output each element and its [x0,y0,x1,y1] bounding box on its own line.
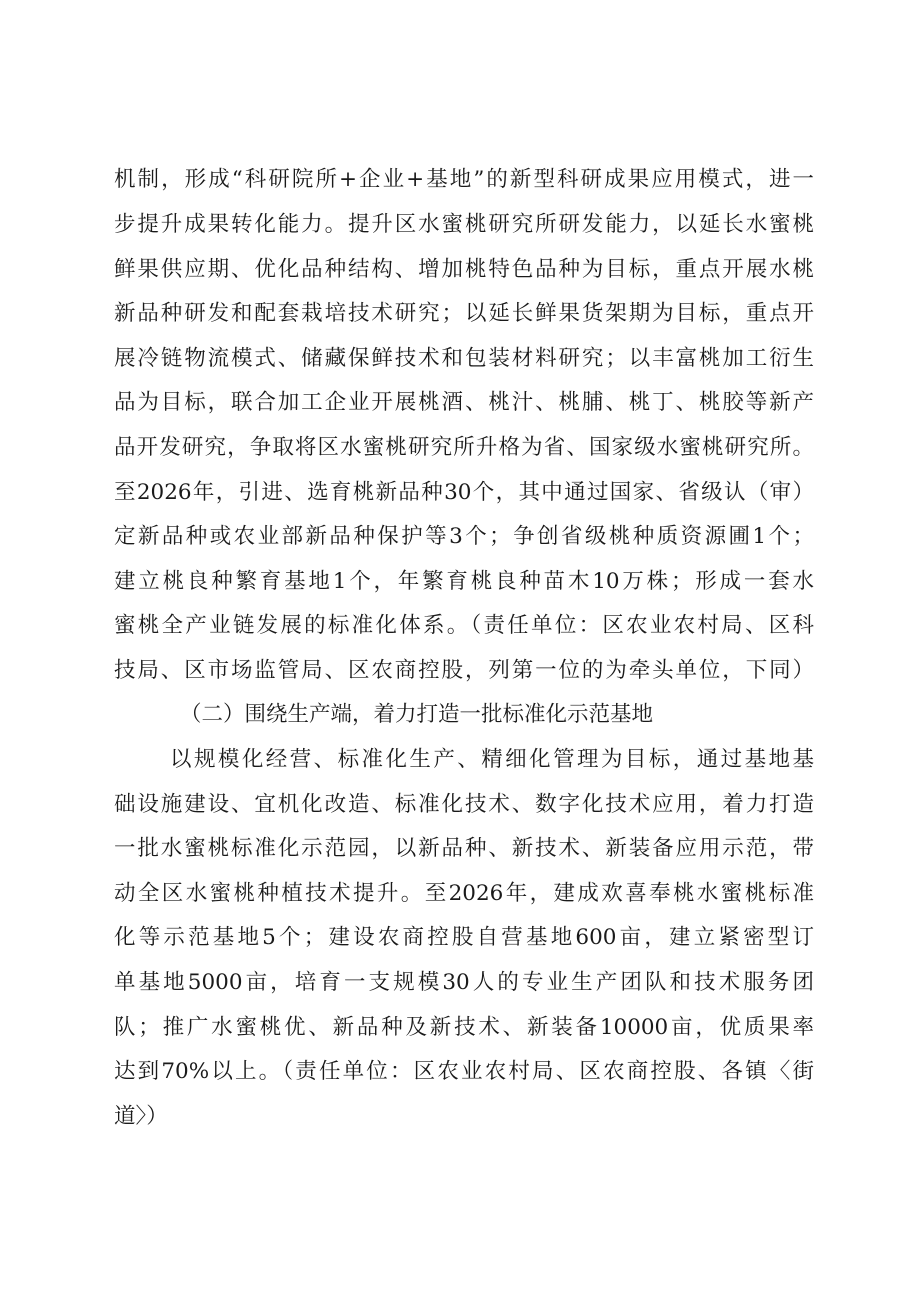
section-heading: （二）围绕生产端，着力打造一批标准化示范基地 [180,702,654,727]
paragraph-line: 新品种研发和配套栽培技术研究；以延长鲜果货架期为目标，重点开 [114,301,814,326]
paragraph-line: 品为目标，联合加工企业开展桃酒、桃汁、桃脯、桃丁、桃胶等新产 [114,390,814,415]
paragraph-line: 动全区水蜜桃种植技术提升。至2026年，建成欢喜奉桃水蜜桃标准 [114,881,814,906]
paragraph-line: 至2026年，引进、选育桃新品种30个，其中通过国家、省级认（审） [114,480,814,505]
paragraph-line: 展冷链物流模式、储藏保鲜技术和包装材料研究；以丰富桃加工衍生 [114,346,814,371]
paragraph-line: 达到70%以上。（责任单位：区农业农村局、区农商控股、各镇〈街 [114,1059,814,1084]
paragraph-line: 以规模化经营、标准化生产、精细化管理为目标，通过基地基 [170,747,814,772]
paragraph-line: 品开发研究，争取将区水蜜桃研究所升格为省、国家级水蜜桃研究所。 [114,435,814,460]
paragraph-line: 蜜桃全产业链发展的标准化体系。（责任单位：区农业农村局、区科 [114,613,814,638]
paragraph-line: 道〉） [114,1104,168,1129]
paragraph-line: 单基地5000亩，培育一支规模30人的专业生产团队和技术服务团 [114,970,814,995]
paragraph-line: 化等示范基地5个；建设农商控股自营基地600亩，建立紧密型订 [114,925,814,950]
paragraph-line: 建立桃良种繁育基地1个，年繁育桃良种苗木10万株；形成一套水 [114,569,814,594]
paragraph-line: 机制，形成“科研院所+企业+基地”的新型科研成果应用模式，进一 [114,167,814,192]
paragraph-line: 技局、区市场监管局、区农商控股，列第一位的为牵头单位，下同） [114,658,814,683]
paragraph-line: 一批水蜜桃标准化示范园，以新品种、新技术、新装备应用示范，带 [114,836,814,861]
paragraph-line: 队；推广水蜜桃优、新品种及新技术、新装备10000亩，优质果率 [114,1015,814,1040]
paragraph-line: 定新品种或农业部新品种保护等3个；争创省级桃种质资源圃1个； [114,524,814,549]
paragraph-line: 础设施建设、宜机化改造、标准化技术、数字化技术应用，着力打造 [114,792,814,817]
paragraph-line: 步提升成果转化能力。提升区水蜜桃研究所研发能力，以延长水蜜桃 [114,212,814,237]
paragraph-line: 鲜果供应期、优化品种结构、增加桃特色品种为目标，重点开展水桃 [114,257,814,282]
